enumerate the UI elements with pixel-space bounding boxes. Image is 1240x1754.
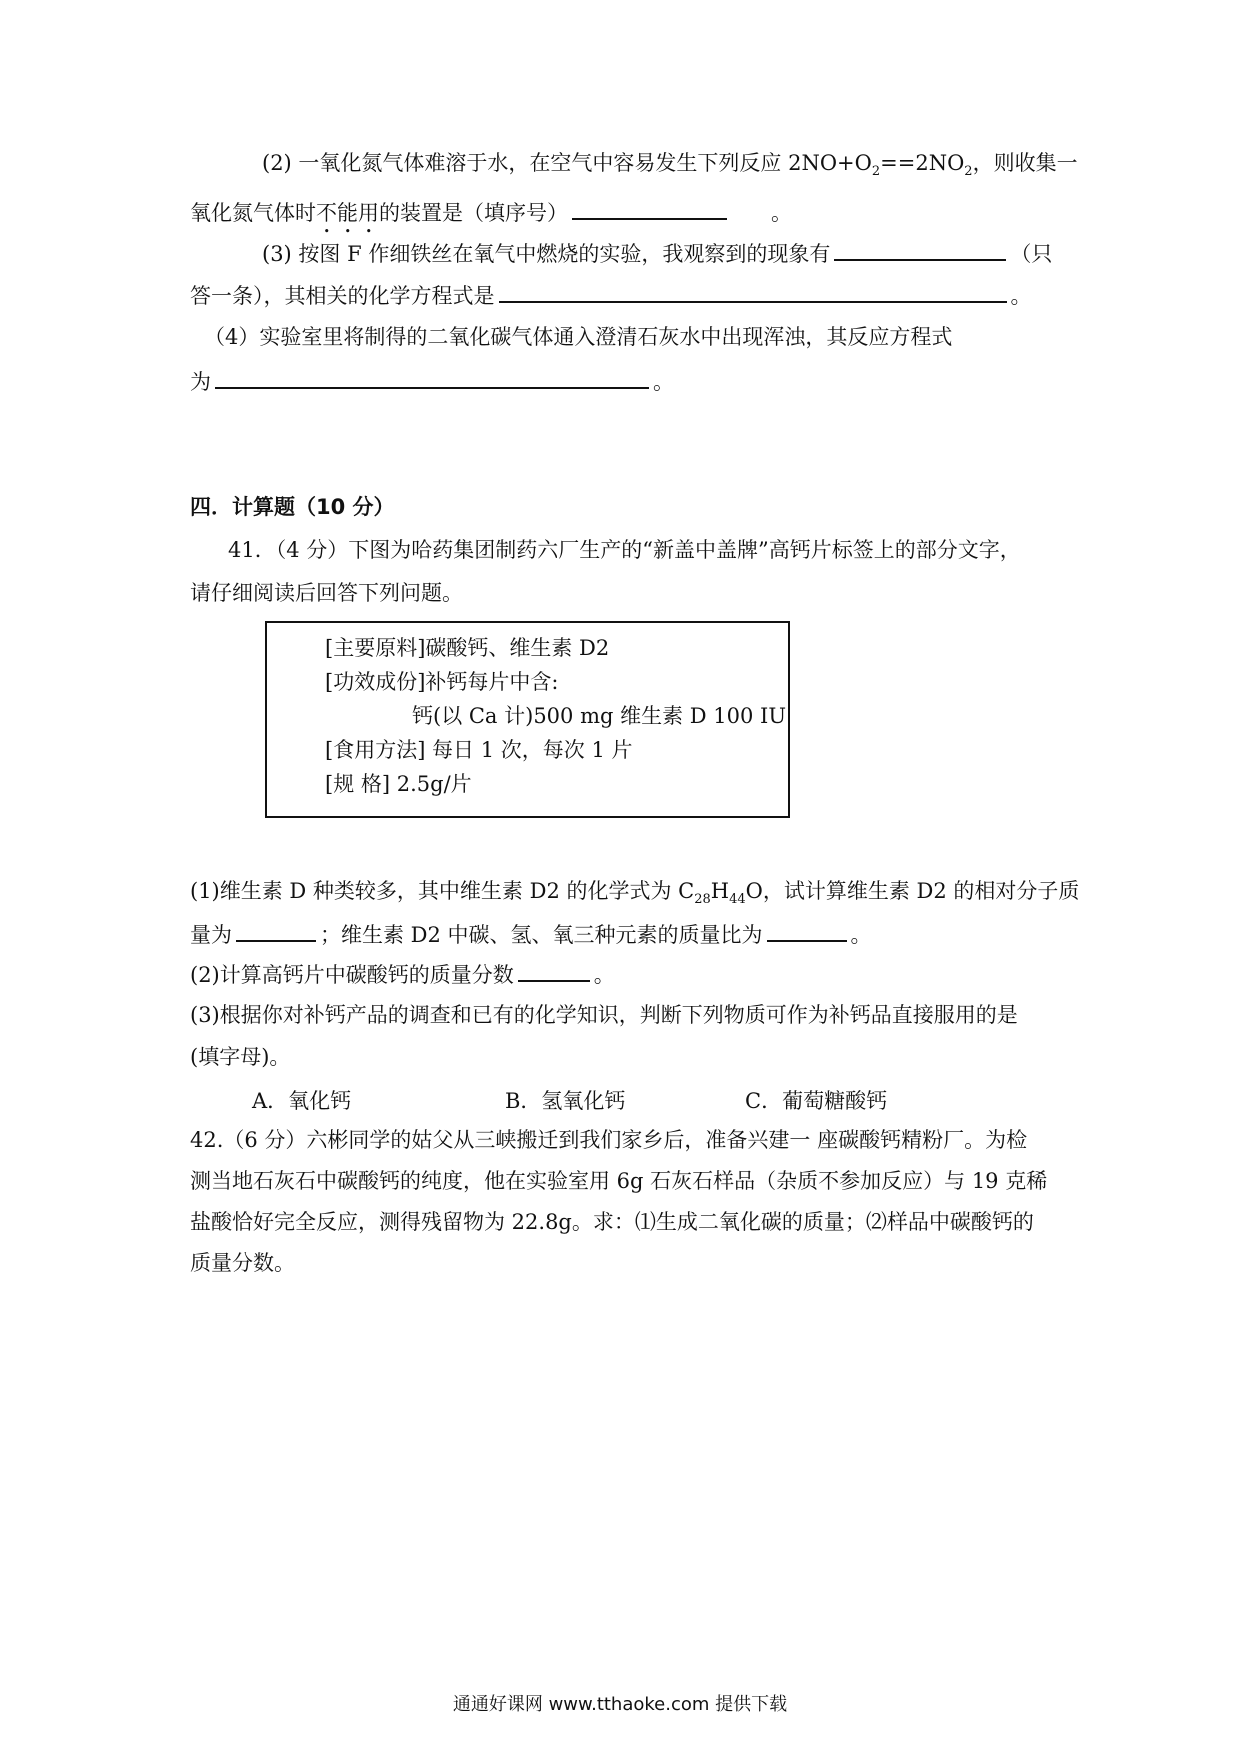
sub1-text-b: O，试计算维生素 D2 的相对分子质 xyxy=(745,879,1080,903)
molecular-mass-blank[interactable] xyxy=(236,918,316,942)
mass-ratio-blank[interactable] xyxy=(767,918,847,942)
sub2-end: 。 xyxy=(593,963,615,987)
sub1-text-a: (1)维生素 D 种类较多，其中维生素 D2 的化学式为 C xyxy=(190,879,695,903)
q42-line1: 42.（6 分）六彬同学的姑父从三峡搬迁到我们家乡后，准备兴建一 座碳酸钙精粉厂。为检 xyxy=(190,1128,1028,1152)
page-footer: 通通好课网 www.tthaoke.com 提供下载 xyxy=(452,1694,788,1715)
sub3-line1: (3)根据你对补钙产品的调查和已有的化学知识，判断下列物质可作为补钙品直接服用的是 xyxy=(190,1003,1018,1027)
q3-line2-end: 。 xyxy=(1010,284,1032,308)
q2-suffix: ，则收集一 xyxy=(972,151,1078,175)
q4-line1: （4）实验室里将制得的二氧化碳气体通入澄清石灰水中出现浑浊，其反应方程式 xyxy=(204,325,953,349)
sub3-line2: (填字母)。 xyxy=(190,1045,291,1069)
product-label-box xyxy=(265,621,790,818)
option-b: B．氢氧化钙 xyxy=(505,1089,626,1113)
q4-line2-text: 为 xyxy=(190,370,211,394)
q42-line2: 测当地石灰石中碳酸钙的纯度，他在实验室用 6g 石灰石样品（杂质不参加反应）与 19 克稀 xyxy=(190,1169,1048,1193)
q4-equation-blank[interactable] xyxy=(215,365,649,389)
label-line-ingredients: [主要原料]碳酸钙、维生素 D2 xyxy=(325,636,610,660)
sub1-sub-h: 44 xyxy=(729,892,746,908)
mass-fraction-blank[interactable] xyxy=(518,958,590,982)
q42-line3: 盐酸恰好完全反应，测得残留物为 22.8g。求：⑴生成二氧化碳的质量；⑵样品中碳酸钙的 xyxy=(190,1210,1034,1234)
q3-line1-text: (3) 按图 F 作细铁丝在氧气中燃烧的实验，我观察到的现象有 xyxy=(262,242,831,266)
q2-sub-o2: 2 xyxy=(871,164,881,180)
sub1-sub-c: 28 xyxy=(694,892,711,908)
sub1-line1 xyxy=(190,876,1080,908)
label-line-content: 钙(以 Ca 计)500 mg 维生素 D 100 IU xyxy=(412,704,787,728)
label-line-spec: [规 格] 2.5g/片 xyxy=(325,772,472,796)
label-line-usage: [食用方法] 每日 1 次，每次 1 片 xyxy=(325,738,633,762)
label-line-function: [功效成份]补钙每片中含: xyxy=(325,670,559,694)
sub2-text: (2)计算高钙片中碳酸钙的质量分数 xyxy=(190,963,514,987)
section-heading: 四．计算题（10 分） xyxy=(190,495,395,519)
q2-answer-blank[interactable] xyxy=(572,196,727,220)
q3-phenomenon-blank[interactable] xyxy=(834,237,1006,261)
q2-period: 。 xyxy=(771,201,792,225)
option-a: A．氧化钙 xyxy=(252,1089,352,1113)
sub2-line xyxy=(190,958,1060,990)
option-c: C．葡萄糖酸钙 xyxy=(745,1089,888,1113)
q2-line1 xyxy=(262,148,1132,178)
q2-prefix: (2) 一氧化氮气体难溶于水，在空气中容易发生下列反应 2NO+O xyxy=(262,151,872,175)
q3-line1-end: （只 xyxy=(1010,242,1053,266)
q2-mid: ==2NO xyxy=(880,151,965,175)
q4-line2-end: 。 xyxy=(653,370,674,394)
q3-line1 xyxy=(262,237,1132,269)
q2-emphasis-text: 不能用 xyxy=(316,201,379,225)
sub1-line2-text-b: ；维生素 D2 中碳、氢、氧三种元素的质量比为 xyxy=(320,923,763,947)
q3-line2-text: 答一条），其相关的化学方程式是 xyxy=(190,284,495,308)
q3-line2 xyxy=(190,279,1060,311)
q2-sub-no2: 2 xyxy=(964,164,973,180)
q4-line2 xyxy=(190,365,1060,397)
q3-equation-blank[interactable] xyxy=(499,279,1007,303)
q2-line2-text-a: 氧化氮气体时 xyxy=(190,201,316,225)
q41-line1: 41．（4 分）下图为哈药集团制药六厂生产的“新盖中盖牌”高钙片标签上的部分文字， xyxy=(228,538,1021,562)
sub1-line2-end: 。 xyxy=(850,923,872,947)
sub1-line2 xyxy=(190,918,1060,950)
q2-line2-text-b: 的装置是（填序号） xyxy=(379,201,568,225)
q42-line4: 质量分数。 xyxy=(190,1251,295,1275)
sub1-line2-text-a: 量为 xyxy=(190,923,232,947)
q2-line2 xyxy=(190,196,1060,238)
q41-line2: 请仔细阅读后回答下列问题。 xyxy=(190,581,463,605)
sub1-h: H xyxy=(710,879,730,903)
